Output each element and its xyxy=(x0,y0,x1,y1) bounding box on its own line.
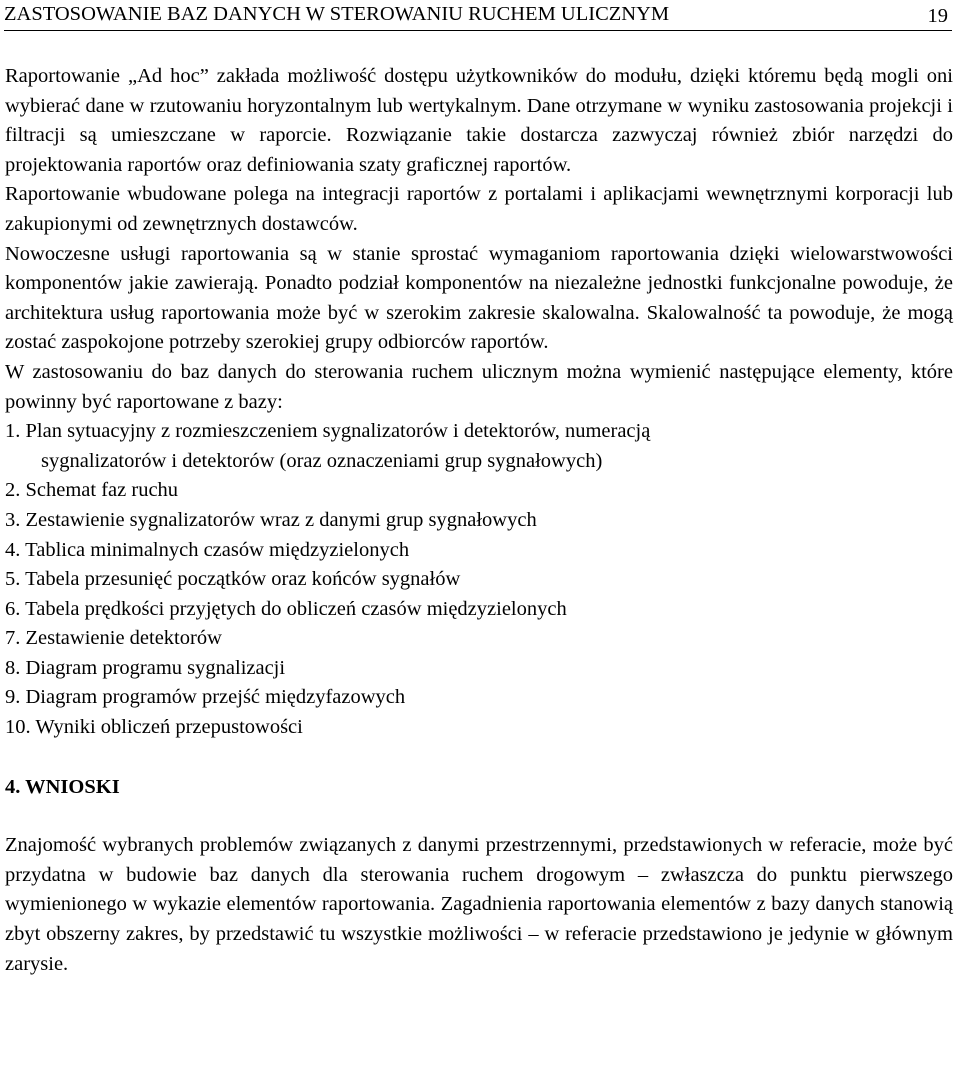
page-number: 19 xyxy=(927,5,948,27)
conclusions-paragraph: Znajomość wybranych problemów związanych z danymi przestrzennymi, przedstawionych w referacie, może być przydatna w budowie baz danych dla sterowania ruchem drogowym – zwłaszcza do punktu pierwszego wymienionego w wykazie elementów raportowania. Zagadnienia raportowania elementów z bazy danych stanowią zbyt obszerny zakres, by przedstawić tu wszystkie możliwości – w referacie przedstawiono je jedynie w głównym zarysie. xyxy=(5,834,953,975)
running-header xyxy=(4,0,952,31)
list-item: 5. Tabela przesunięć początków oraz końców sygnałów xyxy=(5,568,461,591)
list-item: 6. Tabela prędkości przyjętych do obliczeń czasów międzyzielonych xyxy=(5,597,567,620)
page-body xyxy=(5,62,953,1000)
list-item: 3. Zestawienie sygnalizatorów wraz z danymi grup sygnałowych xyxy=(5,508,537,531)
list-item: 8. Diagram programu sygnalizacji xyxy=(5,656,286,679)
list-item: 9. Diagram programów przejść międzyfazowych xyxy=(5,686,406,709)
list-item: 7. Zestawienie detektorów xyxy=(5,627,222,650)
report-elements-list xyxy=(5,417,953,743)
list-item: 10. Wyniki obliczeń przepustowości xyxy=(5,716,303,739)
list-item-continuation: sygnalizatorów i detektorów (oraz oznaczeniami grup sygnałowych) xyxy=(41,449,603,472)
list-item xyxy=(5,417,953,476)
section-heading: 4. WNIOSKI xyxy=(5,775,120,798)
list-item-text: 1. Plan sytuacyjny z rozmieszczeniem sygnalizatorów i detektorów, numeracją xyxy=(5,420,651,443)
paragraph-adhoc: Raportowanie „Ad hoc” zakłada możliwość dostępu użytkowników do modułu, dzięki któremu będą mogli oni wybierać dane w rzutowaniu horyzontalnym lub wertykalnym. Dane otrzymane w wyniku zastosowania projekcji i filtracji są umieszczane w raporcie. Rozwiązanie takie dostarcza zazwyczaj również zbiór narzędzi do projektowania raportów oraz definiowania szaty graficznej raportów. xyxy=(5,65,953,176)
list-item: 2. Schemat faz ruchu xyxy=(5,479,179,502)
paragraph-elements-intro: W zastosowaniu do baz danych do sterowania ruchem ulicznym można wymienić następujące elementy, które powinny być raportowane z bazy: xyxy=(5,360,953,413)
list-item: 4. Tablica minimalnych czasów międzyzielonych xyxy=(5,538,410,561)
paragraph-modern-services: Nowoczesne usługi raportowania są w stanie sprostać wymaganiom raportowania dzięki wielowarstwowości komponentów jakie zawierają. Ponadto podział komponentów na niezależne jednostki funkcjonalne powoduje, że architektura usług raportowania może być w szerokim zakresie skalowalna. Skalowalność ta powoduje, że mogą zostać zaspokojone potrzeby szerokiej grupy odbiorców raportów. xyxy=(5,242,953,354)
header-title: ZASTOSOWANIE BAZ DANYCH W STEROWANIU RUCHEM ULICZNYM xyxy=(4,3,670,25)
paragraph-embedded: Raportowanie wbudowane polega na integracji raportów z portalami i aplikacjami wewnętrznymi korporacji lub zakupionymi od zewnętrznych dostawców. xyxy=(5,183,953,235)
